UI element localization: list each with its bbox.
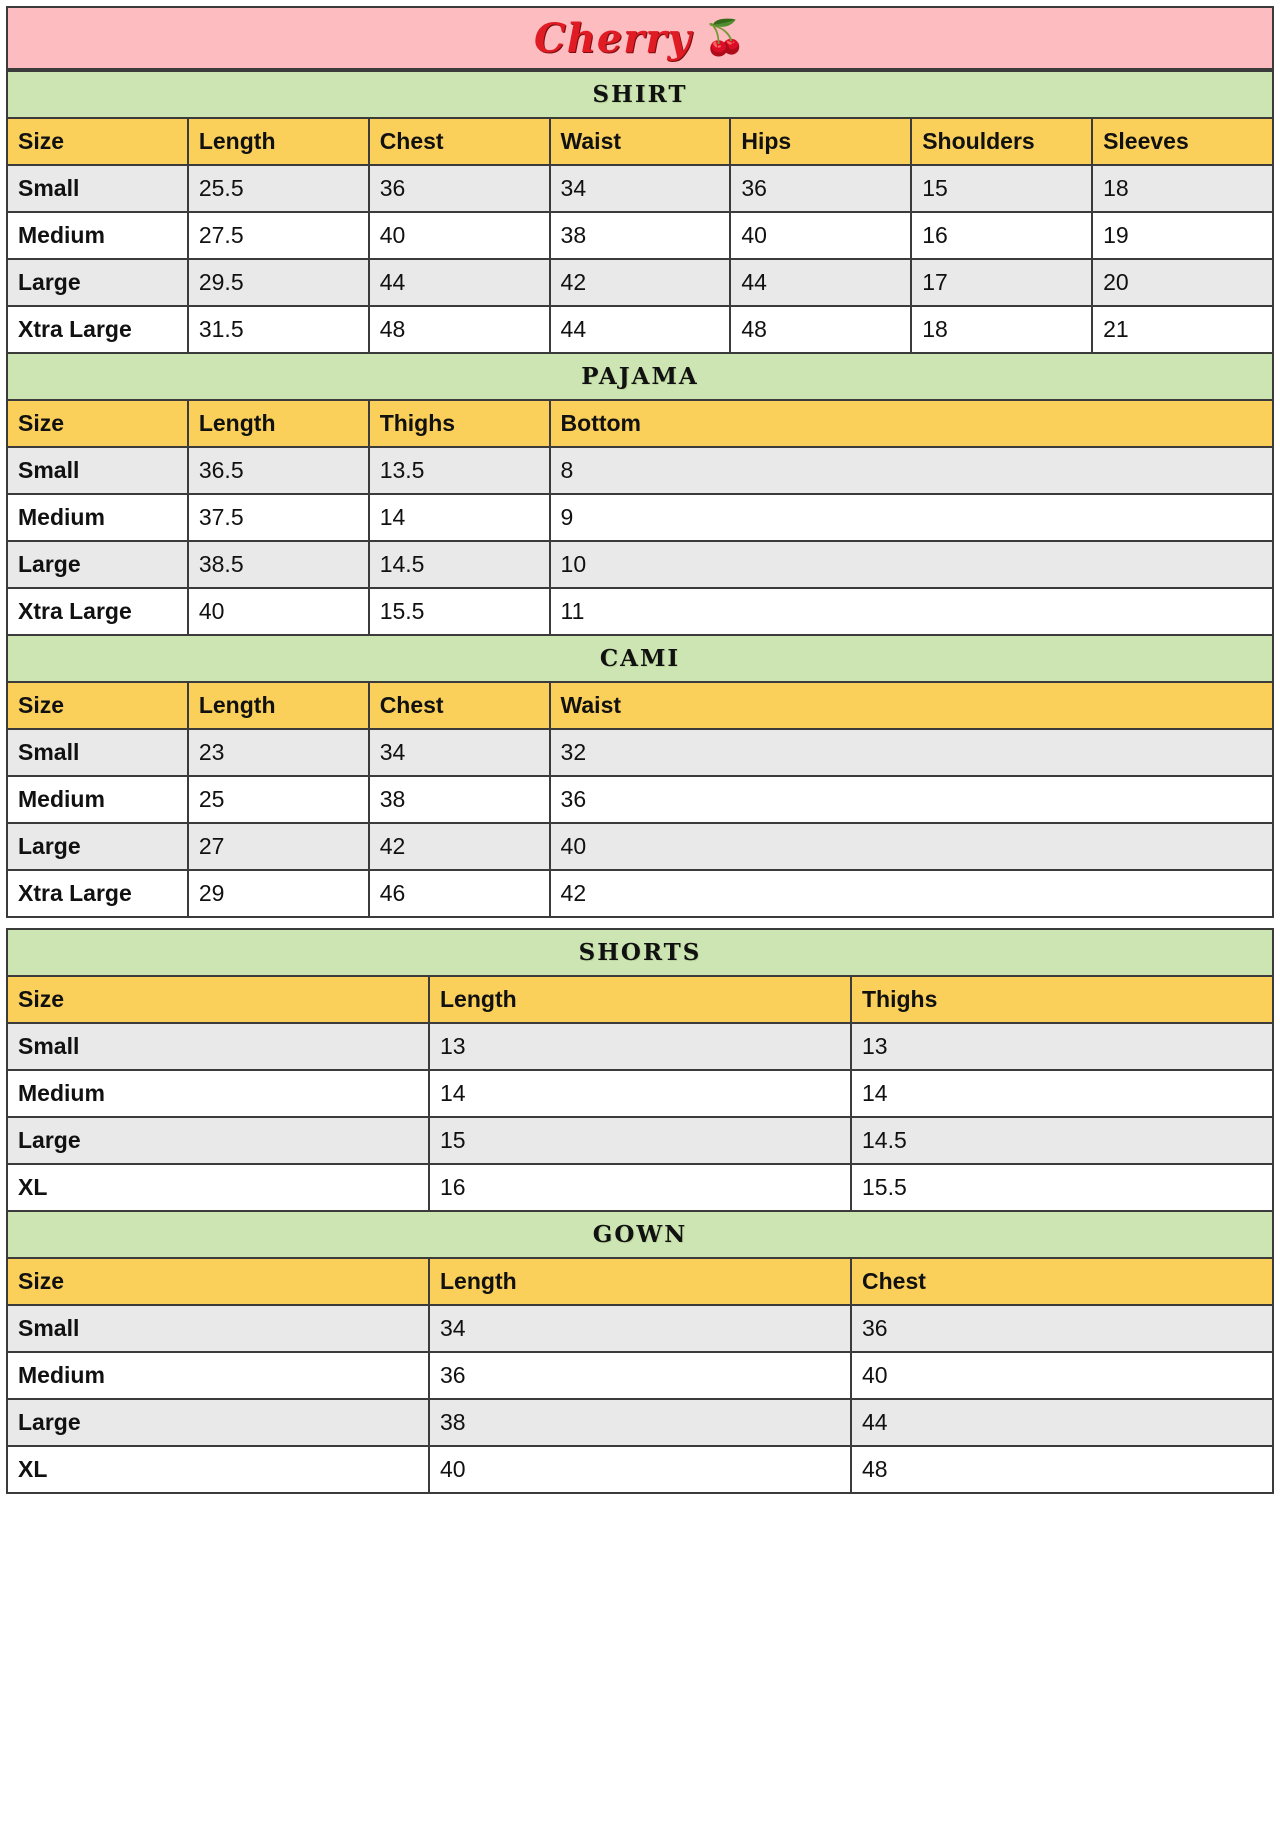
table-row — [7, 541, 1273, 588]
size-label-cell: Large — [7, 1117, 429, 1164]
column-header: Shoulders — [911, 118, 1092, 165]
size-label-cell: XL — [7, 1164, 429, 1211]
column-header: Length — [188, 400, 369, 447]
table-row — [7, 494, 1273, 541]
table-header-row — [7, 976, 1273, 1023]
table-row — [7, 1305, 1273, 1352]
measurement-cell: 40 — [429, 1446, 851, 1493]
column-header: Bottom — [550, 400, 1273, 447]
measurement-cell: 34 — [369, 729, 550, 776]
section-title: CAMI — [7, 635, 1273, 682]
measurement-cell: 32 — [550, 729, 1273, 776]
measurement-cell: 38 — [369, 776, 550, 823]
measurement-cell: 8 — [550, 447, 1273, 494]
measurement-cell: 15.5 — [369, 588, 550, 635]
table-header-row — [7, 1258, 1273, 1305]
table-row — [7, 259, 1273, 306]
table-header-row — [7, 682, 1273, 729]
measurement-cell: 13.5 — [369, 447, 550, 494]
section-title-row — [7, 1211, 1273, 1258]
column-header: Chest — [369, 118, 550, 165]
measurement-cell: 48 — [851, 1446, 1273, 1493]
column-header: Chest — [851, 1258, 1273, 1305]
measurement-cell: 18 — [911, 306, 1092, 353]
measurement-cell: 36 — [730, 165, 911, 212]
measurement-cell: 44 — [550, 306, 731, 353]
measurement-cell: 16 — [429, 1164, 851, 1211]
measurement-cell: 34 — [550, 165, 731, 212]
measurement-cell: 40 — [730, 212, 911, 259]
measurement-cell: 36.5 — [188, 447, 369, 494]
section-title-row — [7, 635, 1273, 682]
table-row — [7, 447, 1273, 494]
table-row — [7, 870, 1273, 917]
size-label-cell: Xtra Large — [7, 870, 188, 917]
measurement-cell: 46 — [369, 870, 550, 917]
table-row — [7, 1399, 1273, 1446]
table-row — [7, 1164, 1273, 1211]
table-row — [7, 165, 1273, 212]
measurement-cell: 36 — [369, 165, 550, 212]
size-label-cell: Small — [7, 1305, 429, 1352]
size-label-cell: Large — [7, 823, 188, 870]
size-label-cell: Small — [7, 729, 188, 776]
table-row — [7, 1023, 1273, 1070]
size-label-cell: Large — [7, 541, 188, 588]
column-header: Size — [7, 682, 188, 729]
column-header: Thighs — [851, 976, 1273, 1023]
measurement-cell: 48 — [369, 306, 550, 353]
measurement-cell: 25 — [188, 776, 369, 823]
measurement-cell: 14 — [851, 1070, 1273, 1117]
column-header: Size — [7, 976, 429, 1023]
column-header: Length — [188, 682, 369, 729]
column-header: Waist — [550, 682, 1273, 729]
column-header: Length — [188, 118, 369, 165]
table-header-row — [7, 400, 1273, 447]
column-header: Hips — [730, 118, 911, 165]
measurement-cell: 36 — [429, 1352, 851, 1399]
measurement-cell: 15 — [429, 1117, 851, 1164]
measurement-cell: 34 — [429, 1305, 851, 1352]
table-row — [7, 1117, 1273, 1164]
section-title: SHIRT — [7, 71, 1273, 118]
column-header: Chest — [369, 682, 550, 729]
measurement-cell: 42 — [550, 259, 731, 306]
measurement-cell: 11 — [550, 588, 1273, 635]
cherries-icon: 🍒 — [703, 19, 747, 57]
measurement-cell: 20 — [1092, 259, 1273, 306]
measurement-cell: 23 — [188, 729, 369, 776]
size-table — [6, 70, 1274, 918]
section-title: GOWN — [7, 1211, 1273, 1258]
brand-header — [6, 6, 1274, 70]
size-label-cell: XL — [7, 1446, 429, 1493]
table-row — [7, 306, 1273, 353]
measurement-cell: 36 — [550, 776, 1273, 823]
size-label-cell: Small — [7, 1023, 429, 1070]
measurement-cell: 40 — [851, 1352, 1273, 1399]
column-header: Length — [429, 1258, 851, 1305]
table-row — [7, 212, 1273, 259]
measurement-cell: 14.5 — [851, 1117, 1273, 1164]
section-title: SHORTS — [7, 929, 1273, 976]
size-tables-container — [6, 70, 1274, 1494]
table-row — [7, 1070, 1273, 1117]
size-label-cell: Medium — [7, 212, 188, 259]
size-label-cell: Large — [7, 259, 188, 306]
measurement-cell: 38 — [550, 212, 731, 259]
measurement-cell: 13 — [851, 1023, 1273, 1070]
table-row — [7, 1446, 1273, 1493]
size-table — [6, 928, 1274, 1494]
size-label-cell: Xtra Large — [7, 588, 188, 635]
measurement-cell: 44 — [369, 259, 550, 306]
measurement-cell: 31.5 — [188, 306, 369, 353]
size-table-group — [6, 928, 1274, 1494]
column-header: Size — [7, 1258, 429, 1305]
table-row — [7, 729, 1273, 776]
size-label-cell: Large — [7, 1399, 429, 1446]
measurement-cell: 40 — [550, 823, 1273, 870]
measurement-cell: 16 — [911, 212, 1092, 259]
measurement-cell: 42 — [550, 870, 1273, 917]
measurement-cell: 18 — [1092, 165, 1273, 212]
measurement-cell: 27.5 — [188, 212, 369, 259]
measurement-cell: 40 — [369, 212, 550, 259]
table-row — [7, 823, 1273, 870]
table-header-row — [7, 118, 1273, 165]
measurement-cell: 17 — [911, 259, 1092, 306]
measurement-cell: 10 — [550, 541, 1273, 588]
brand-name: Cherry — [533, 14, 692, 62]
measurement-cell: 14 — [369, 494, 550, 541]
size-label-cell: Medium — [7, 1070, 429, 1117]
measurement-cell: 25.5 — [188, 165, 369, 212]
measurement-cell: 21 — [1092, 306, 1273, 353]
column-header: Size — [7, 400, 188, 447]
measurement-cell: 37.5 — [188, 494, 369, 541]
measurement-cell: 15.5 — [851, 1164, 1273, 1211]
measurement-cell: 42 — [369, 823, 550, 870]
measurement-cell: 36 — [851, 1305, 1273, 1352]
size-label-cell: Medium — [7, 1352, 429, 1399]
table-group-gap — [6, 918, 1274, 928]
section-title-row — [7, 71, 1273, 118]
size-label-cell: Medium — [7, 494, 188, 541]
column-header: Size — [7, 118, 188, 165]
measurement-cell: 44 — [851, 1399, 1273, 1446]
table-row — [7, 776, 1273, 823]
column-header: Sleeves — [1092, 118, 1273, 165]
section-title: PAJAMA — [7, 353, 1273, 400]
section-title-row — [7, 929, 1273, 976]
measurement-cell: 14 — [429, 1070, 851, 1117]
size-label-cell: Small — [7, 165, 188, 212]
measurement-cell: 48 — [730, 306, 911, 353]
measurement-cell: 40 — [188, 588, 369, 635]
size-table-group — [6, 70, 1274, 918]
size-label-cell: Medium — [7, 776, 188, 823]
measurement-cell: 19 — [1092, 212, 1273, 259]
measurement-cell: 38 — [429, 1399, 851, 1446]
measurement-cell: 27 — [188, 823, 369, 870]
measurement-cell: 15 — [911, 165, 1092, 212]
size-label-cell: Small — [7, 447, 188, 494]
column-header: Thighs — [369, 400, 550, 447]
measurement-cell: 38.5 — [188, 541, 369, 588]
table-row — [7, 1352, 1273, 1399]
measurement-cell: 44 — [730, 259, 911, 306]
measurement-cell: 14.5 — [369, 541, 550, 588]
measurement-cell: 29 — [188, 870, 369, 917]
section-title-row — [7, 353, 1273, 400]
column-header: Waist — [550, 118, 731, 165]
measurement-cell: 29.5 — [188, 259, 369, 306]
size-label-cell: Xtra Large — [7, 306, 188, 353]
measurement-cell: 9 — [550, 494, 1273, 541]
measurement-cell: 13 — [429, 1023, 851, 1070]
column-header: Length — [429, 976, 851, 1023]
table-row — [7, 588, 1273, 635]
